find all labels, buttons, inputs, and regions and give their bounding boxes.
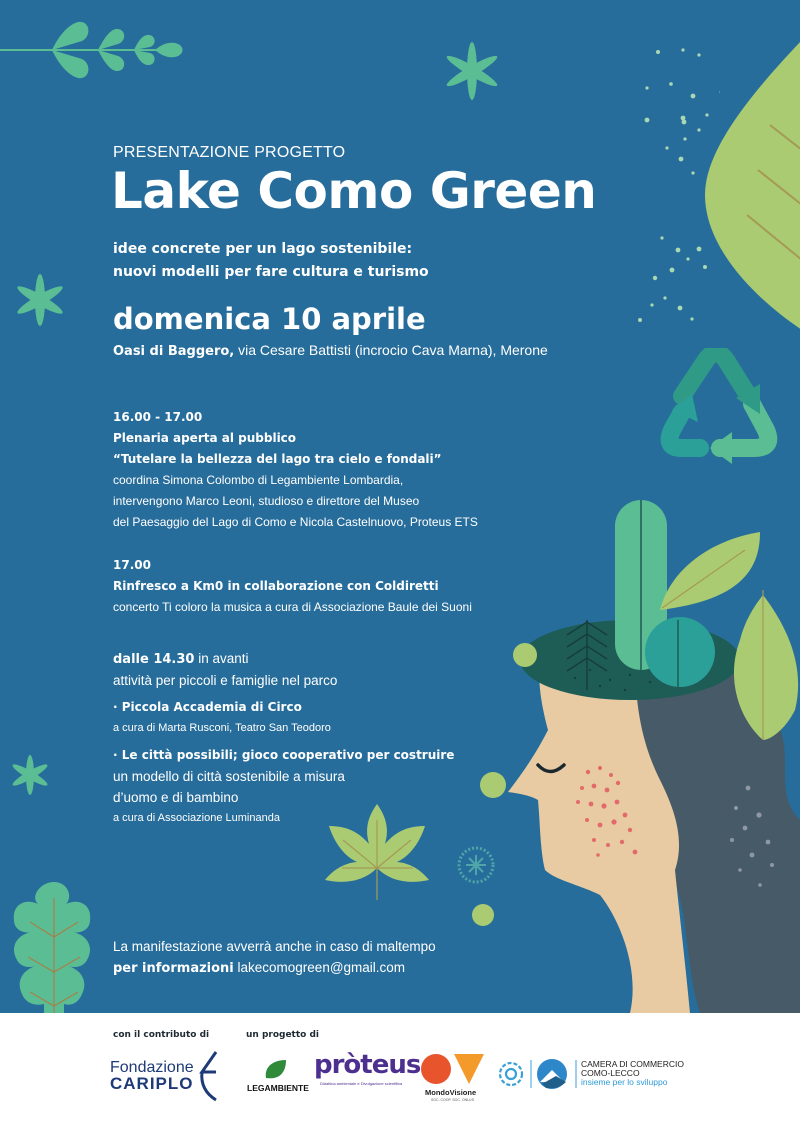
kids-time-bold: dalle 14.30	[113, 652, 195, 667]
logo-proteus	[314, 1050, 420, 1080]
program-time: 16.00 - 17.00	[113, 410, 203, 424]
oak-leaf-icon	[8, 882, 98, 1013]
logo-fondazione-cariplo	[110, 1060, 194, 1092]
logo-camera-commercio	[581, 1060, 684, 1087]
camera-tagline: insieme per lo sviluppo	[581, 1077, 668, 1087]
kids-intro: attività per piccoli e famiglie nel parco	[113, 673, 338, 688]
dots-decoration	[600, 30, 720, 330]
program-detail: intervengono Marco Leoni, studioso e direttore del Museo	[113, 494, 420, 508]
info-email[interactable]: lakecomogreen@gmail.com	[233, 960, 406, 975]
proteus-tagline: Didattica ambientale e Divulgazione scientifica	[320, 1081, 403, 1086]
recycle-icon	[660, 348, 780, 470]
event-date: domenica 10 aprile	[113, 302, 426, 336]
subtitle	[113, 238, 429, 284]
program-time: 17.00	[113, 558, 151, 572]
notes	[113, 936, 436, 979]
project-label: un progetto di	[246, 1030, 320, 1040]
program-title: Plenaria aperta al pubblico	[113, 431, 297, 445]
program-title: Rinfresco a Km0 in collaborazione con Coldiretti	[113, 579, 439, 593]
camera-line2: COMO-LECCO	[581, 1068, 640, 1078]
activity-line: d’uomo e di bambino	[113, 790, 239, 805]
mondovisione-logo-icon	[420, 1052, 486, 1086]
bullet: ·	[113, 748, 122, 762]
proteus-name: pròteus	[314, 1050, 421, 1080]
legambiente-leaf-icon	[262, 1058, 288, 1082]
pretitle: PRESENTAZIONE PROGETTO	[113, 144, 346, 161]
kids-time-rest: in avanti	[194, 651, 249, 666]
venue-address: via Cesare Battisti (incrocio Cava Marna), Merone	[234, 342, 548, 358]
activity-title	[113, 745, 454, 766]
cariplo-line1: Fondazione	[110, 1059, 194, 1076]
info-line	[113, 957, 436, 979]
info-label: per informazioni	[113, 961, 234, 976]
dots-decoration	[455, 765, 515, 935]
logo-mondovisione: MondoVisione	[425, 1088, 477, 1097]
bullet: ·	[113, 700, 122, 714]
head-illustration	[470, 490, 800, 1013]
kids-time	[113, 648, 454, 670]
page-title: Lake Como Green	[111, 162, 597, 220]
mondovisione-tagline: SOC. COOP. SOC. ONLUS	[431, 1098, 474, 1102]
program-detail: concerto Ti coloro la musica a cura di Associazione Baule dei Suoni	[113, 600, 472, 614]
venue-name: Oasi di Baggero,	[113, 344, 235, 359]
camera-line1: CAMERA DI COMMERCIO	[581, 1059, 684, 1069]
program-item-refreshment	[113, 555, 472, 618]
program-quote: “Tutelare la bellezza del lago tra cielo e fondali”	[113, 452, 442, 466]
contributor-label: con il contributo di	[113, 1030, 210, 1040]
asterisk-flower-icon	[444, 40, 500, 102]
event-location	[113, 342, 548, 359]
activity-title	[113, 697, 454, 718]
activity-credit: a cura di Associazione Luminanda	[113, 812, 280, 824]
activity-title-text: Le città possibili; gioco cooperativo per costruire	[121, 748, 455, 762]
subtitle-line: idee concrete per un lago sostenibile:	[113, 241, 413, 257]
cariplo-line2: CARIPLO	[110, 1074, 194, 1093]
program-detail: coordina Simona Colombo di Legambiente Lombardia,	[113, 473, 404, 487]
activity-credit: a cura di Marta Rusconi, Teatro San Teodoro	[113, 722, 331, 734]
program-item-plenary	[113, 407, 478, 533]
activity-title-text: Piccola Accademia di Circo	[121, 700, 302, 714]
subtitle-line: nuovi modelli per fare cultura e turismo	[113, 264, 429, 280]
logo-legambiente: LEGAMBIENTE	[247, 1083, 309, 1093]
weather-note: La manifestazione avverrà anche in caso di maltempo	[113, 939, 436, 954]
branch-icon	[0, 8, 190, 93]
kids-activities	[113, 648, 454, 829]
asterisk-flower-icon	[14, 272, 66, 328]
program-detail: del Paesaggio del Lago di Como e Nicola Castelnuovo, Proteus ETS	[113, 515, 478, 529]
cariplo-mark-icon	[196, 1050, 220, 1102]
asterisk-flower-icon	[10, 754, 50, 796]
activity-line: un modello di città sostenibile a misura	[113, 769, 345, 784]
